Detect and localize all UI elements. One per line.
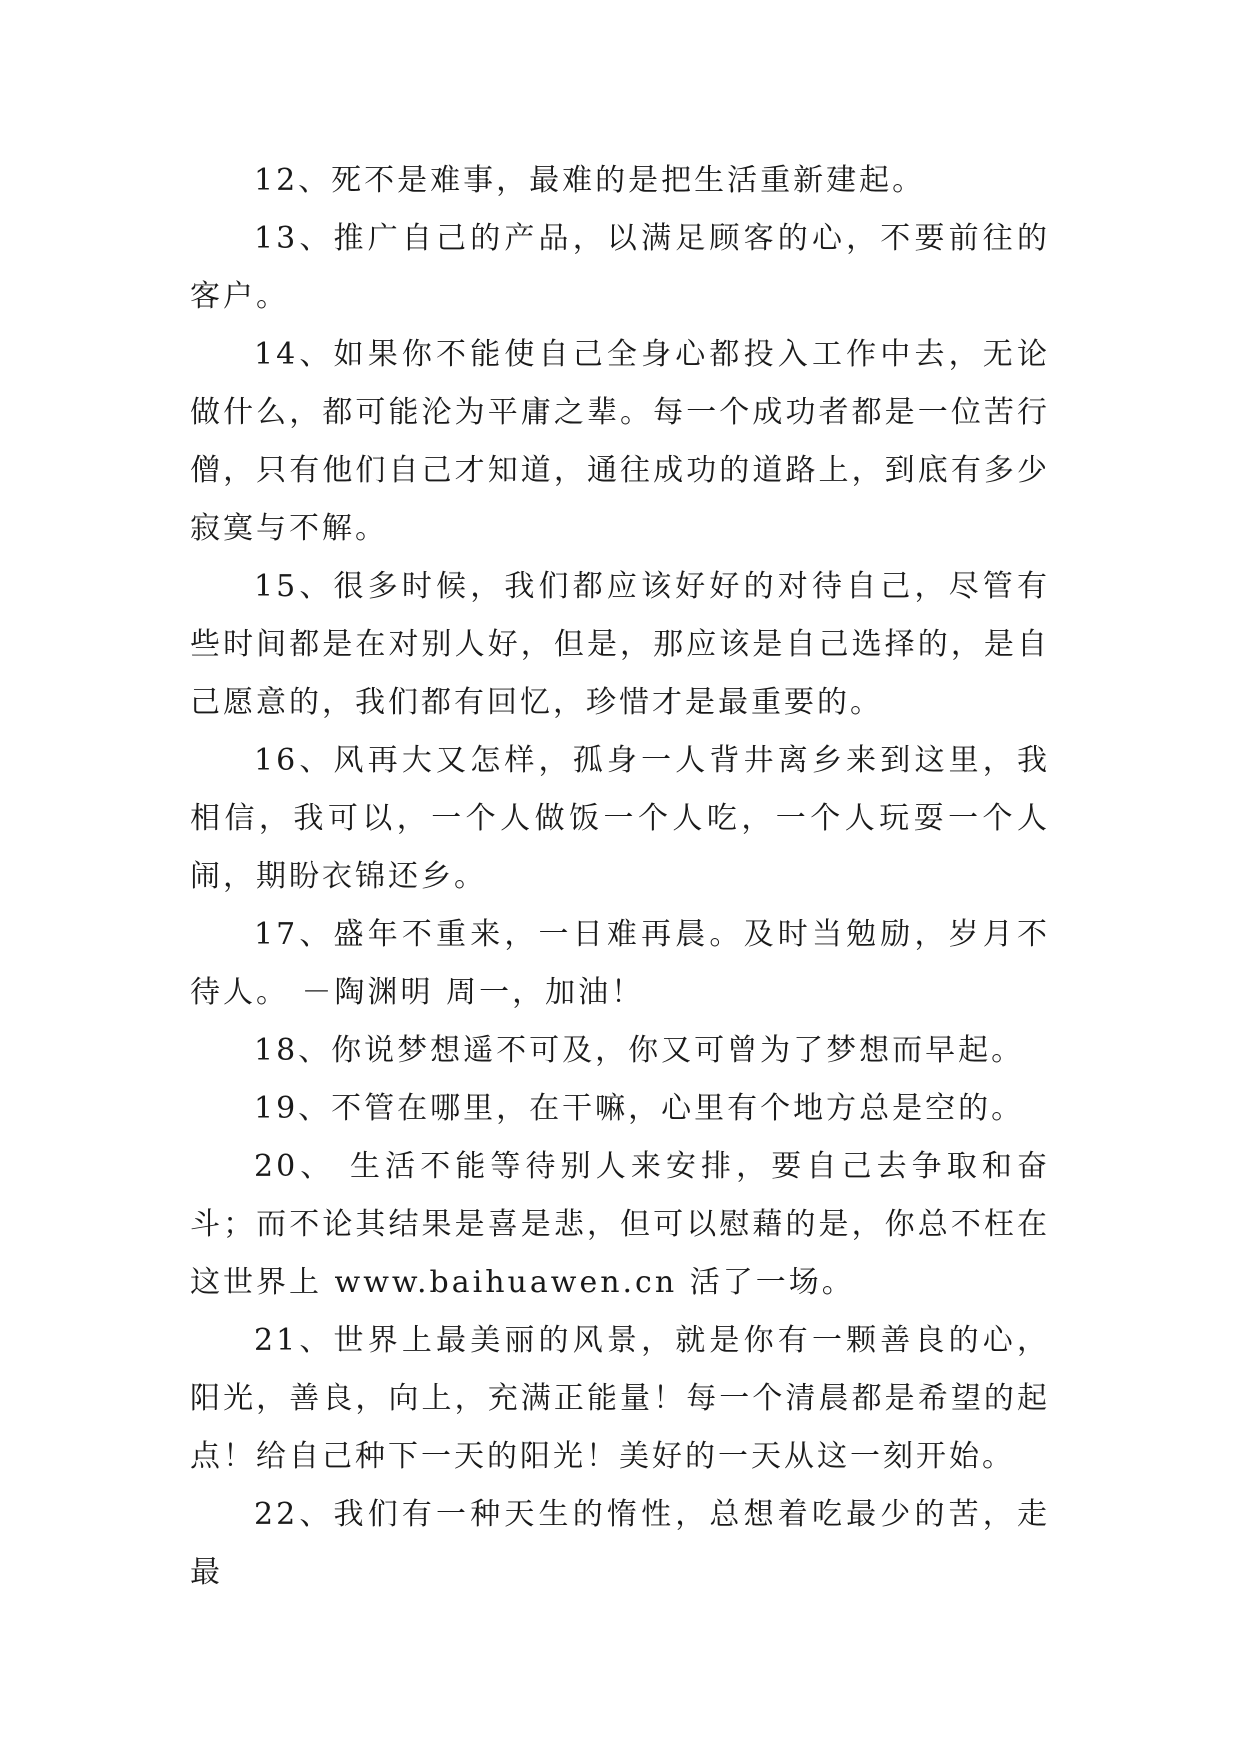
paragraph-22: 22、我们有一种天生的惰性，总想着吃最少的苦，走最 <box>190 1497 1050 1590</box>
paragraph-16: 16、风再大又怎样，孤身一人背井离乡来到这里，我相信，我可以，一个人做饭一个人吃，一个人玩耍一个人闹，期盼衣锦还乡。 <box>190 743 1050 894</box>
paragraph-19: 19、不管在哪里，在干嘛，心里有个地方总是空的。 <box>254 1091 1025 1126</box>
paragraph-13: 13、推广自己的产品，以满足顾客的心，不要前往的客户。 <box>190 221 1050 314</box>
paragraph-17: 17、盛年不重来，一日难再晨。及时当勉励，岁月不待人。 －陶渊明 周一，加油！ <box>190 917 1050 1010</box>
document-body <box>190 152 1050 1602</box>
paragraph-12: 12、死不是难事，最难的是把生活重新建起。 <box>254 163 926 198</box>
paragraph-15: 15、很多时候，我们都应该好好的对待自己，尽管有些时间都是在对别人好，但是，那应该是自己选择的，是自己愿意的，我们都有回忆，珍惜才是最重要的。 <box>190 569 1050 720</box>
paragraph-14: 14、如果你不能使自己全身心都投入工作中去，无论做什么，都可能沦为平庸之辈。每一个成功者都是一位苦行僧，只有他们自己才知道，通往成功的道路上，到底有多少寂寞与不解。 <box>190 337 1050 546</box>
paragraph-20: 20、 生活不能等待别人来安排，要自己去争取和奋斗；而不论其结果是喜是悲，但可以慰藉的是，你总不枉在这世界上 www.baihuawen.cn 活了一场。 <box>190 1149 1050 1300</box>
paragraph-18: 18、你说梦想遥不可及，你又可曾为了梦想而早起。 <box>254 1033 1025 1068</box>
paragraph-21: 21、世界上最美丽的风景，就是你有一颗善良的心，阳光，善良，向上，充满正能量！每一个清晨都是希望的起点！给自己种下一天的阳光！美好的一天从这一刻开始。 <box>190 1323 1050 1474</box>
